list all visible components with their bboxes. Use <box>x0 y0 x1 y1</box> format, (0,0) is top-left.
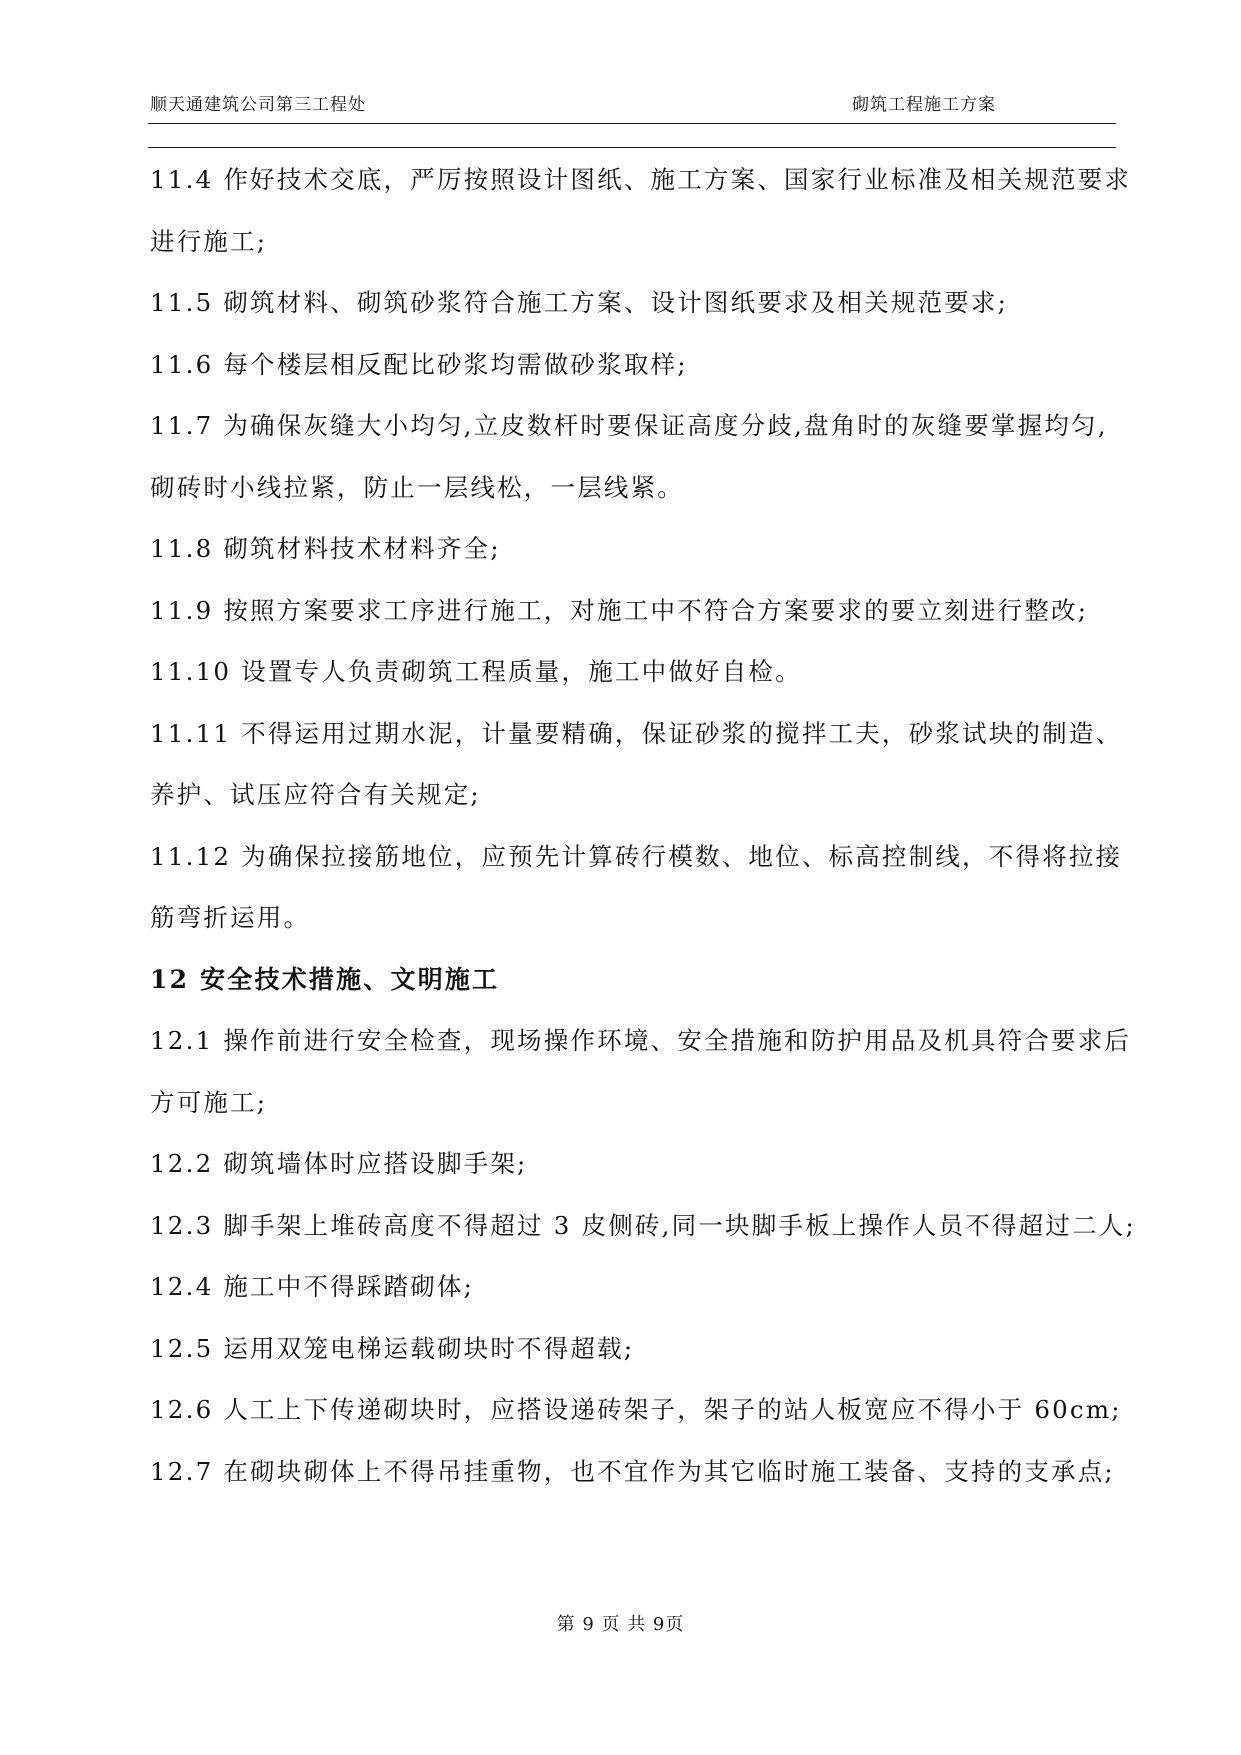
text-line: 12.7 在砌块砌体上不得吊挂重物，也不宜作为其它临时施工装备、支持的支承点; <box>150 1456 1115 1486</box>
page-header <box>148 86 1116 126</box>
text-line: 11.9 按照方案要求工序进行施工，对施工中不符合方案要求的要立刻进行整改; <box>150 595 1089 625</box>
text-line: 11.12 为确保拉接筋地位，应预先计算砖行模数、地位、标高控制线，不得将拉接 <box>150 841 1123 871</box>
text-line: 11.4 作好技术交底，严厉按照设计图纸、施工方案、国家行业标准及相关规范要求 <box>150 165 1132 194</box>
text-line: 11.6 每个楼层相反配比砂浆均需做砂浆取样; <box>150 349 688 379</box>
header-company: 顺天通建筑公司第三工程处 <box>150 95 366 115</box>
header-rule-bottom <box>148 147 1116 148</box>
text-line: 12.6 人工上下传递砌块时，应搭设递砖架子，架子的站人板宽应不得小于 60cm; <box>150 1395 1122 1424</box>
text-line: 11.8 砌筑材料技术材料齐全; <box>150 534 501 563</box>
text-line: 11.11 不得运用过期水泥，计量要精确，保证砂浆的搅拌工夫，砂浆试块的制造、 <box>150 718 1123 748</box>
page-number: 第 9 页 共 9页 <box>556 1614 685 1635</box>
text-line: 方可施工; <box>150 1087 268 1117</box>
text-line: 12.1 操作前进行安全检查，现场操作环境、安全措施和防护用品及机具符合要求后 <box>150 1026 1132 1055</box>
text-line: 11.10 设置专人负责砌筑工程质量，施工中做好自检。 <box>150 657 802 686</box>
text-line: 12.5 运用双笼电梯运载砌块时不得超载; <box>150 1333 635 1363</box>
text-line: 筋弯折运用。 <box>150 903 311 932</box>
text-line: 养护、试压应符合有关规定; <box>150 780 481 809</box>
header-rule-top <box>148 123 1116 124</box>
text-line: 12.3 脚手架上堆砖高度不得超过 3 皮侧砖,同一块脚手板上操作人员不得超过二人; <box>150 1210 1136 1240</box>
text-line: 11.5 砌筑材料、砌筑砂浆符合施工方案、设计图纸要求及相关规范要求; <box>150 288 1009 317</box>
header-document-title: 砌筑工程施工方案 <box>852 95 996 115</box>
text-line: 11.7 为确保灰缝大小均匀,立皮数杆时要保证高度分歧,盘角时的灰缝要掌握均匀, <box>150 411 1108 440</box>
section-heading: 12 安全技术措施、文明施工 <box>150 964 500 994</box>
text-line: 进行施工; <box>150 226 268 256</box>
text-line: 12.2 砌筑墙体时应搭设脚手架; <box>150 1149 528 1178</box>
document-body <box>150 160 1136 1513</box>
text-line: 12.4 施工中不得踩踏砌体; <box>150 1272 475 1301</box>
text-line: 砌砖时小线拉紧，防止一层线松，一层线紧。 <box>150 472 684 502</box>
